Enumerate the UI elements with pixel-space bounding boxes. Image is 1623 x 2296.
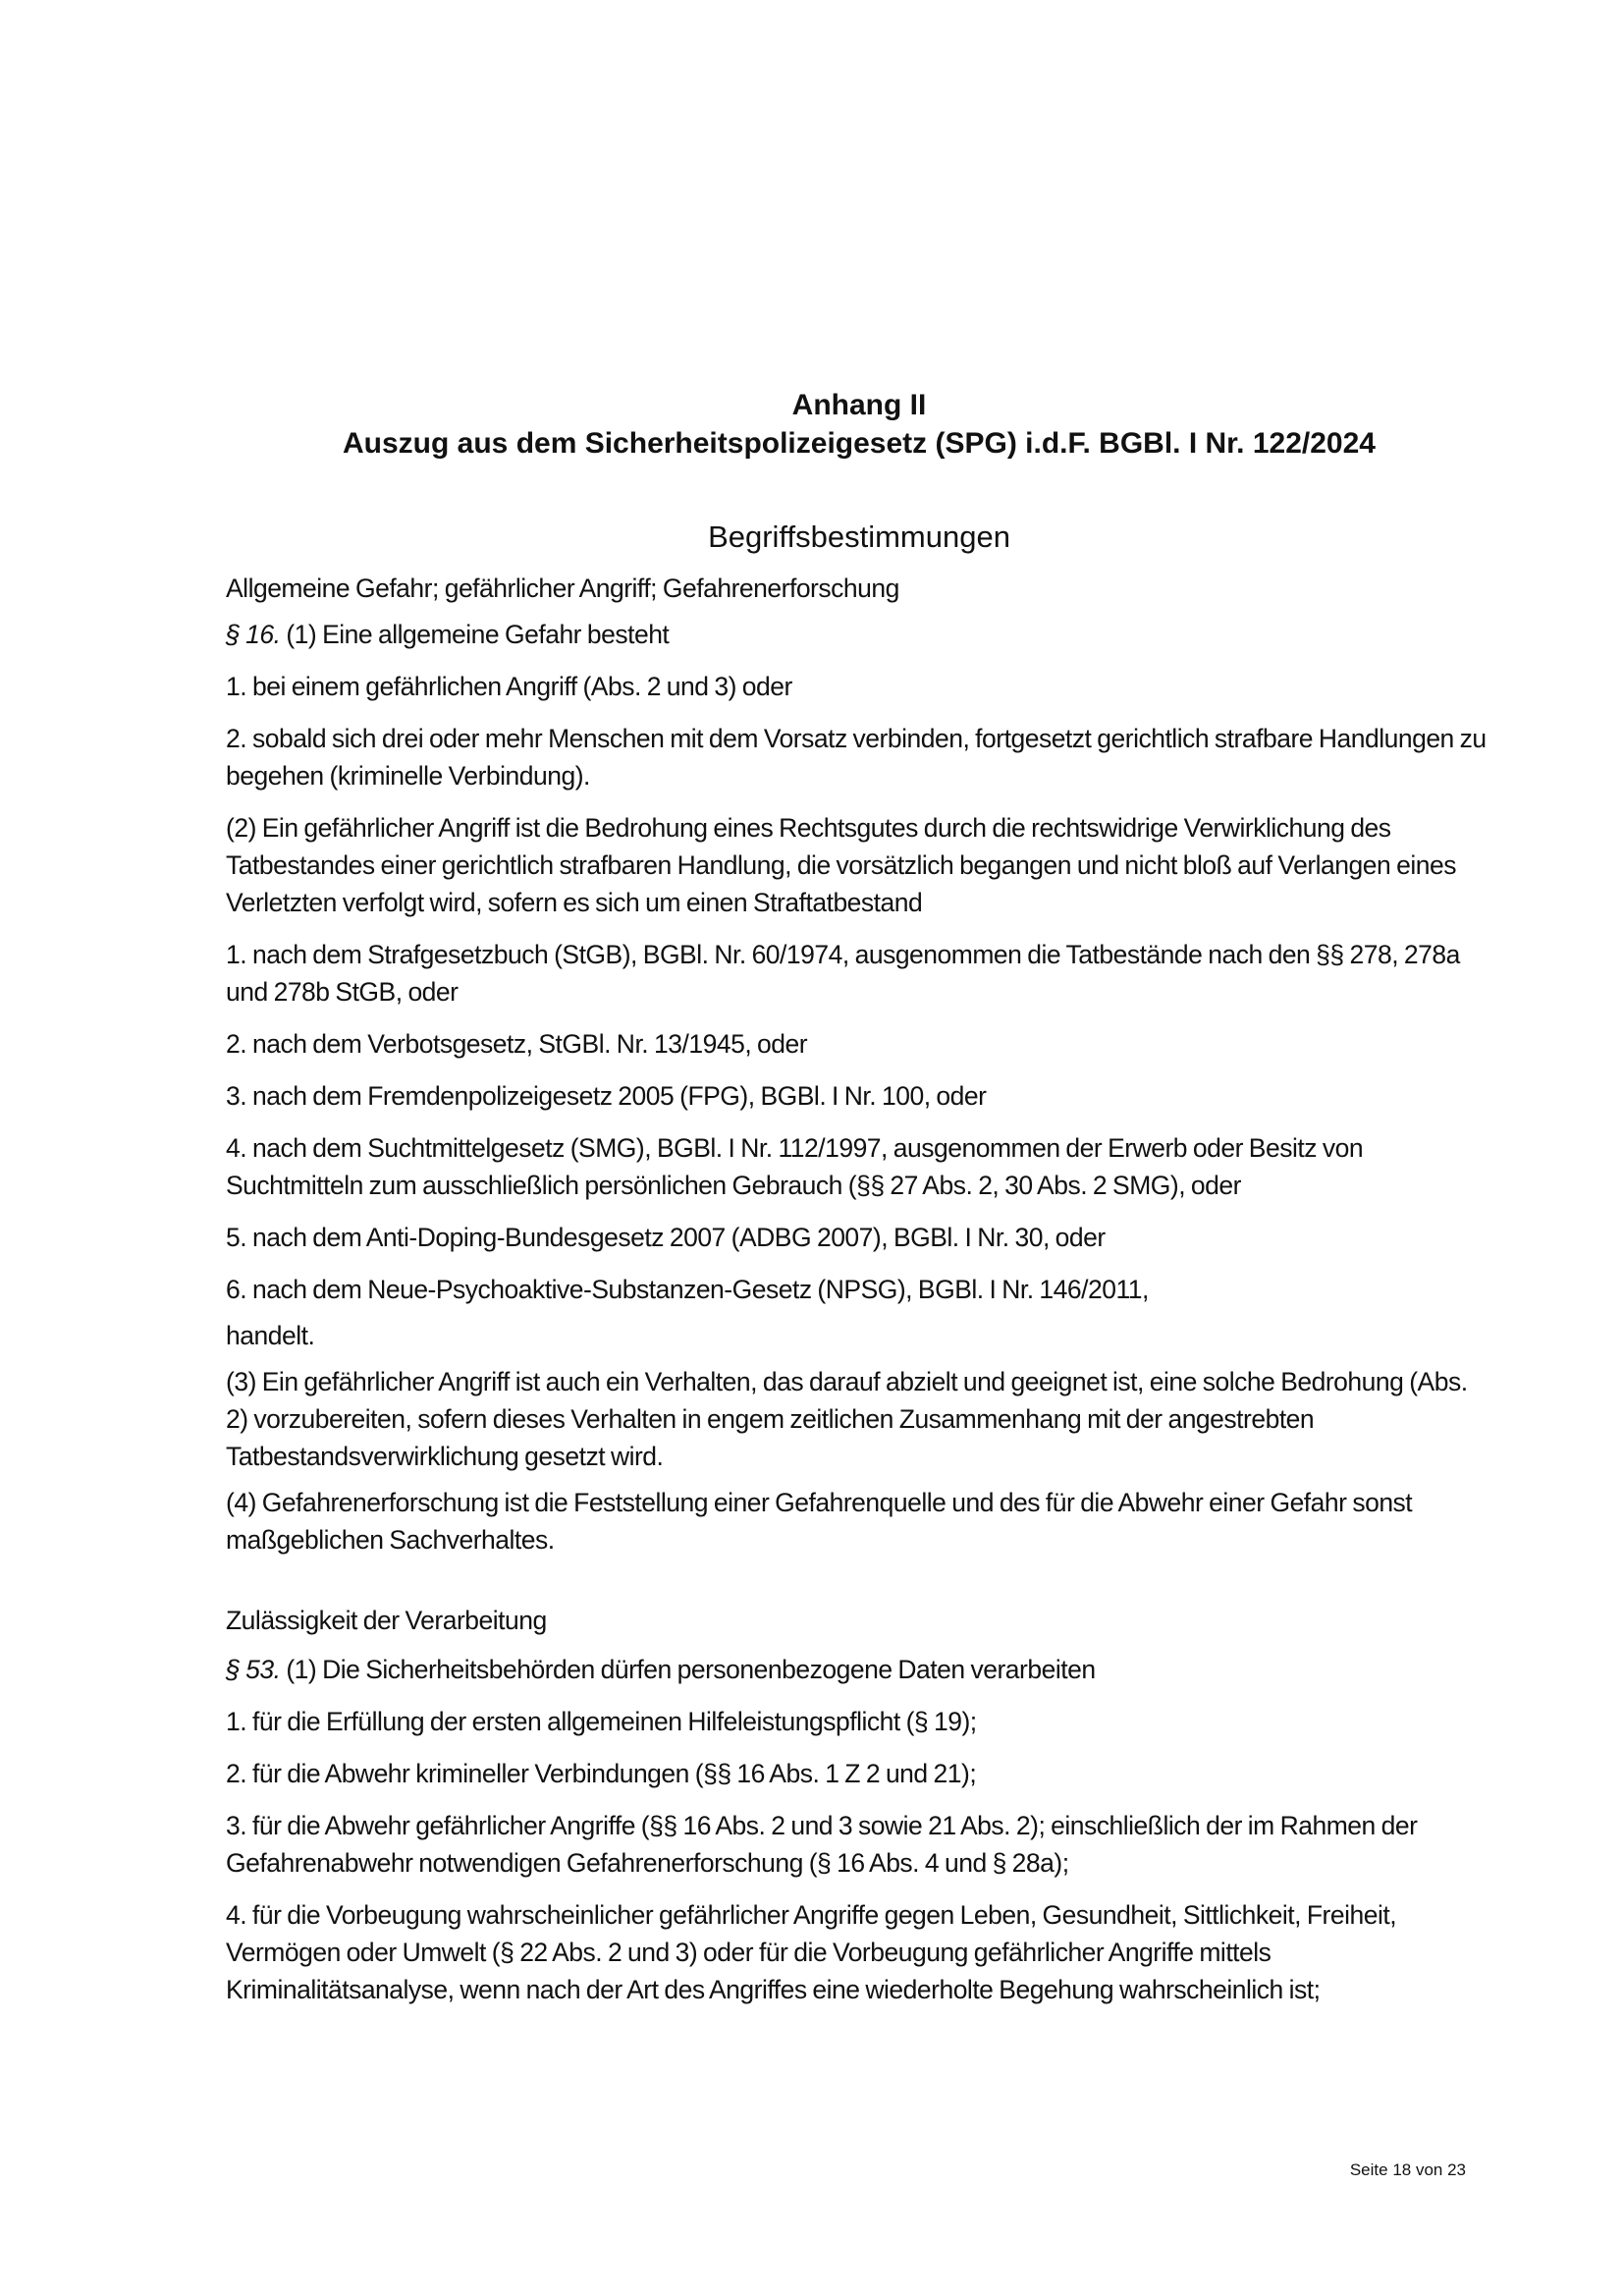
list-item: 1. für die Erfüllung der ersten allgemeinen Hilfeleistungspflicht (§ 19); xyxy=(226,1707,977,1736)
list-item: 6. nach dem Neue-Psychoaktive-Substanzen-Gesetz (NPSG), BGBl. I Nr. 146/2011, xyxy=(226,1275,1149,1304)
list-item: 5. nach dem Anti-Doping-Bundesgesetz 2007 (ADBG 2007), BGBl. I Nr. 30, oder xyxy=(226,1223,1106,1252)
list-item: (3) Ein gefährlicher Angriff ist auch ein Verhalten, das darauf abzielt und geeignet ist, eine solche Bedrohung (Abs. 2) vorzubereiten, sofern dieses Verhalten in engem zeitlichen Zusammenhang mit der angestrebten Tatbestandsverwirklichung gesetzt wird. xyxy=(226,1367,1468,1471)
page-number: Seite 18 von 23 xyxy=(1349,2160,1466,2179)
list-item: 2. nach dem Verbotsgesetz, StGBl. Nr. 13/1945, oder xyxy=(226,1029,808,1059)
list-item: 4. nach dem Suchtmittelgesetz (SMG), BGBl. I Nr. 112/1997, ausgenommen der Erwerb oder Besitz von Suchtmitteln zum ausschließlich persönlichen Gebrauch (§§ 27 Abs. 2, 30 Abs. 2 SMG), oder xyxy=(226,1133,1364,1200)
paragraph-intro xyxy=(226,616,1492,653)
paragraph-text: (1) Eine allgemeine Gefahr besteht xyxy=(280,620,670,649)
list-item: (4) Gefahrenerforschung ist die Feststellung einer Gefahrenquelle und des für die Abwehr einer Gefahr sonst maßgeblichen Sachverhaltes. xyxy=(226,1488,1413,1555)
list-item: 3. für die Abwehr gefährlicher Angriffe (§§ 16 Abs. 2 und 3 sowie 21 Abs. 2); einschließlich der im Rahmen der Gefahrenabwehr notwendigen Gefahrenerforschung (§ 16 Abs. 4 und § 28a); xyxy=(226,1811,1418,1878)
page-title: Anhang II xyxy=(791,389,927,421)
list-item: 1. bei einem gefährlichen Angriff (Abs. 2 und 3) oder xyxy=(226,672,792,701)
section-heading: Begriffsbestimmungen xyxy=(708,519,1010,554)
page-subtitle: Auszug aus dem Sicherheitspolizeigesetz (SPG) i.d.F. BGBl. I Nr. 122/2024 xyxy=(343,427,1376,460)
list-item: 3. nach dem Fremdenpolizeigesetz 2005 (FPG), BGBl. I Nr. 100, oder xyxy=(226,1081,987,1111)
list-item: 2. sobald sich drei oder mehr Menschen mit dem Vorsatz verbinden, fortgesetzt gerichtlich strafbare Handlungen zu begehen (kriminelle Verbindung). xyxy=(226,724,1487,791)
section-subtitle: Zulässigkeit der Verarbeitung xyxy=(226,1606,547,1635)
section-subtitle: Allgemeine Gefahr; gefährlicher Angriff; Gefahrenerforschung xyxy=(226,574,899,603)
document-body xyxy=(226,570,1492,2023)
paragraph-number: § 16. xyxy=(226,620,281,649)
list-item: (2) Ein gefährlicher Angriff ist die Bedrohung eines Rechtsgutes durch die rechtswidrige Verwirklichung des Tatbestandes einer gerichtlich strafbaren Handlung, die vorsätzlich begangen und nicht bloß auf Verlangen eines Verletzten verfolgt wird, sofern es sich um einen Straftatbestand xyxy=(226,813,1456,917)
list-item: 1. nach dem Strafgesetzbuch (StGB), BGBl. Nr. 60/1974, ausgenommen die Tatbestände nach den §§ 278, 278a und 278b StGB, oder xyxy=(226,940,1460,1007)
list-item: 2. für die Abwehr krimineller Verbindungen (§§ 16 Abs. 1 Z 2 und 21); xyxy=(226,1759,977,1788)
document-header xyxy=(226,386,1492,463)
paragraph-number: § 53. xyxy=(226,1655,281,1684)
list-item: 4. für die Vorbeugung wahrscheinlicher gefährlicher Angriffe gegen Leben, Gesundheit, Sittlichkeit, Freiheit, Vermögen oder Umwelt (§ 22 Abs. 2 und 3) oder für die Vorbeugung gefährlicher Angriffe mittels Kriminalitätsanalyse, wenn nach der Art des Angriffes eine wiederholte Begehung wahrscheinlich ist; xyxy=(226,1900,1397,2004)
paragraph-intro xyxy=(226,1651,1492,1688)
paragraph-text: (1) Die Sicherheitsbehörden dürfen personenbezogene Daten verarbeiten xyxy=(280,1655,1096,1684)
list-item: handelt. xyxy=(226,1321,315,1350)
